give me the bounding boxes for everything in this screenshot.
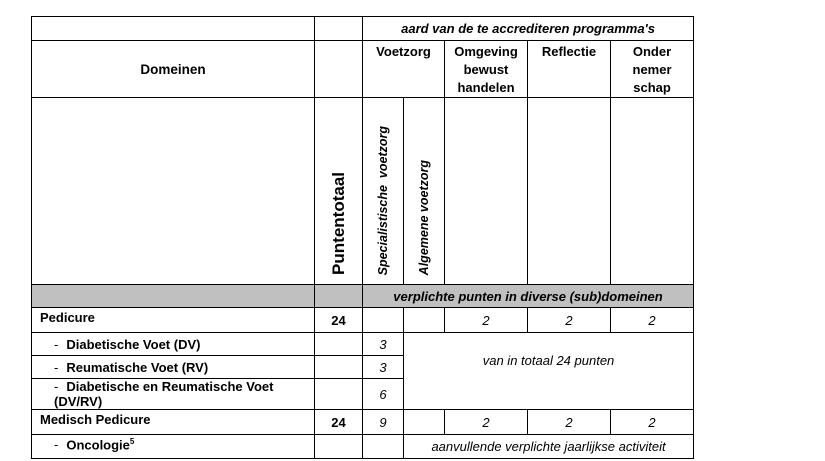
empty-cell (445, 98, 528, 285)
ondernemerschap-value: 2 (611, 308, 694, 333)
specialistisch-value: 6 (363, 379, 404, 410)
omgeving-line: Omgeving (454, 44, 518, 59)
total-value (315, 379, 363, 410)
ondernemerschap-line: nemer (632, 62, 672, 77)
program-type-title: aard van de te accrediteren programma's (363, 17, 694, 41)
algemeen-value (404, 308, 445, 333)
puntentotaal-label: Puntentotaal (328, 172, 348, 275)
specialistisch-value: 9 (363, 410, 404, 435)
empty-cell (611, 98, 694, 285)
domains-header: Domeinen (32, 41, 315, 98)
specialistisch-value (363, 435, 404, 459)
ondernemerschap-line: Onder (632, 44, 672, 59)
empty-cell (528, 98, 611, 285)
band-empty-cell (32, 285, 315, 308)
empty-header-cell (315, 17, 363, 41)
omgeving-value: 2 (445, 410, 528, 435)
ondernemerschap-value: 2 (611, 410, 694, 435)
column-reflectie: Reflectie (528, 41, 611, 98)
section-band: verplichte punten in diverse (sub)domeinen (363, 285, 694, 308)
algemene-voetzorg-label: Algemene voetzorg (417, 159, 431, 275)
table-row-medisch-pedicure (32, 410, 694, 435)
algemene-voetzorg-header (404, 98, 445, 285)
domain-label: Medisch Pedicure (32, 410, 315, 435)
empty-header-cell (32, 17, 315, 41)
total-value (315, 356, 363, 379)
table-row-pedicure (32, 308, 694, 333)
specialistisch-value: 3 (363, 333, 404, 356)
reflectie-value: 2 (528, 410, 611, 435)
puntentotaal-header (315, 98, 363, 285)
specialistisch-value (363, 308, 404, 333)
footnote-marker: 5 (129, 437, 135, 446)
oncologie-note: aanvullende verplichte jaarlijkse activiteit (404, 435, 694, 459)
specialistisch-value: 3 (363, 356, 404, 379)
omgeving-line: handelen (457, 80, 515, 95)
empty-header-cell (315, 41, 363, 98)
column-omgeving-bewust-handelen (445, 41, 528, 98)
subdomain-label: - Reumatische Voet (RV) (32, 356, 315, 379)
omgeving-value: 2 (445, 308, 528, 333)
band-empty-cell (315, 285, 363, 308)
table-row-oncologie (32, 435, 694, 459)
subdomain-label: - Diabetische en Reumatische Voet (DV/RV) (32, 379, 315, 410)
total-value (315, 435, 363, 459)
domain-label: Pedicure (32, 308, 315, 333)
subdomain-label: - Diabetische Voet (DV) (32, 333, 315, 356)
accreditation-points-table (31, 16, 694, 459)
reflectie-value: 2 (528, 308, 611, 333)
table-row-diabetische-voet (32, 333, 694, 356)
column-voetzorg: Voetzorg (363, 41, 445, 98)
algemeen-value (404, 410, 445, 435)
empty-domain-cell (32, 98, 315, 285)
column-ondernemerschap (611, 41, 694, 98)
specialistische-voetzorg-label: Specialistische voetzorg (376, 125, 390, 275)
ondernemerschap-line: schap (633, 80, 671, 95)
total-value (315, 333, 363, 356)
omgeving-line: bewust (463, 62, 509, 77)
total-value: 24 (315, 308, 363, 333)
specialistische-voetzorg-header (363, 98, 404, 285)
subdomain-label: - Oncologie$^5$ (32, 435, 315, 459)
subtotal-note: van in totaal 24 punten (404, 333, 694, 410)
total-value: 24 (315, 410, 363, 435)
